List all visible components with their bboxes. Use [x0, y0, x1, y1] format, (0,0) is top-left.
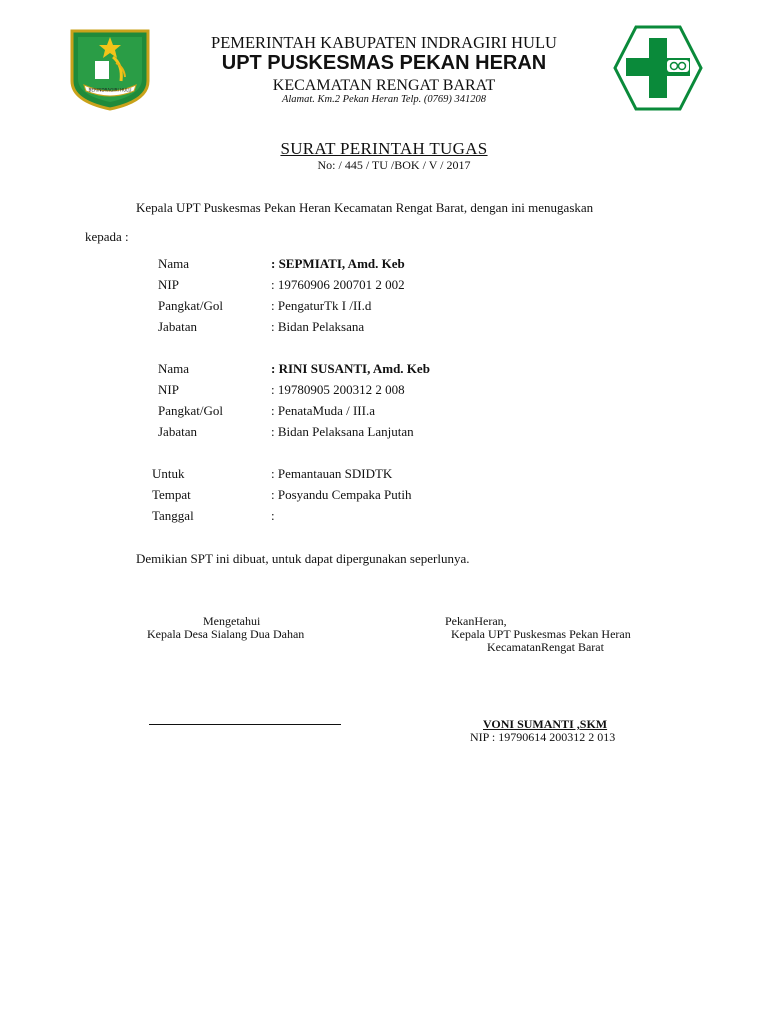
- crest-banner-text: BERINDRAGIRI HULU: [88, 87, 132, 93]
- header-government: PEMERINTAH KABUPATEN INDRAGIRI HULU: [211, 33, 557, 52]
- person1-nip-label: NIP: [158, 277, 179, 292]
- task-tempat-label: Tempat: [152, 487, 191, 502]
- signature-line-left: [149, 724, 341, 725]
- task-untuk: : Pemantauan SDIDTK: [271, 466, 393, 481]
- person1-pangkat-label: Pangkat/Gol: [158, 298, 223, 313]
- person2-nip-label: NIP: [158, 382, 179, 397]
- header-institution: UPT PUSKESMAS PEKAN HERAN: [221, 52, 547, 74]
- task-tanggal-label: Tanggal: [152, 508, 194, 523]
- sign-right-line3: KecamatanRengat Barat: [487, 640, 604, 654]
- letter-intro: Kepala UPT Puskesmas Pekan Heran Kecamatan Rengat Barat, dengan ini menugaskan: [136, 200, 594, 215]
- person1-jabatan: : Bidan Pelaksana: [271, 319, 365, 334]
- person2-pangkat: : PenataMuda / III.a: [271, 403, 375, 418]
- sign-left-line1: Mengetahui: [203, 614, 261, 628]
- header-address: Alamat. Km.2 Pekan Heran Telp. (0769) 341208: [281, 94, 487, 105]
- person1-nama-label: Nama: [158, 256, 190, 271]
- letter-closing: Demikian SPT ini dibuat, untuk dapat dipergunakan seperlunya.: [136, 551, 470, 566]
- task-tempat: : Posyandu Cempaka Putih: [271, 487, 412, 502]
- person2-jabatan-label: Jabatan: [158, 424, 197, 439]
- sign-right-line2: Kepala UPT Puskesmas Pekan Heran: [451, 627, 631, 641]
- person1-nip: : 19760906 200701 2 002: [271, 277, 405, 292]
- person2-nama: : RINI SUSANTI, Amd. Keb: [271, 361, 430, 376]
- person1-pangkat: : PengaturTk I /II.d: [271, 298, 372, 313]
- person2-jabatan: : Bidan Pelaksana Lanjutan: [271, 424, 414, 439]
- person1-jabatan-label: Jabatan: [158, 319, 197, 334]
- sign-right-name: VONI SUMANTI ,SKM: [483, 717, 608, 731]
- person1-nama: : SEPMIATI, Amd. Keb: [271, 256, 405, 271]
- task-tanggal: :: [271, 508, 275, 523]
- person2-nip: : 19780905 200312 2 008: [271, 382, 405, 397]
- header-district: KECAMATAN RENGAT BARAT: [272, 77, 496, 94]
- letter-title: SURAT PERINTAH TUGAS: [280, 139, 488, 158]
- task-untuk-label: Untuk: [152, 466, 185, 481]
- letter-kepada: kepada :: [85, 229, 129, 244]
- letter-number: No: / 445 / TU /BOK / V / 2017: [317, 158, 471, 172]
- sign-right-nip: NIP : 19790614 200312 2 013: [470, 730, 616, 744]
- sign-left-line2: Kepala Desa Sialang Dua Dahan: [147, 627, 305, 641]
- person2-nama-label: Nama: [158, 361, 190, 376]
- person2-pangkat-label: Pangkat/Gol: [158, 403, 223, 418]
- sign-right-line1: PekanHeran,: [445, 614, 507, 628]
